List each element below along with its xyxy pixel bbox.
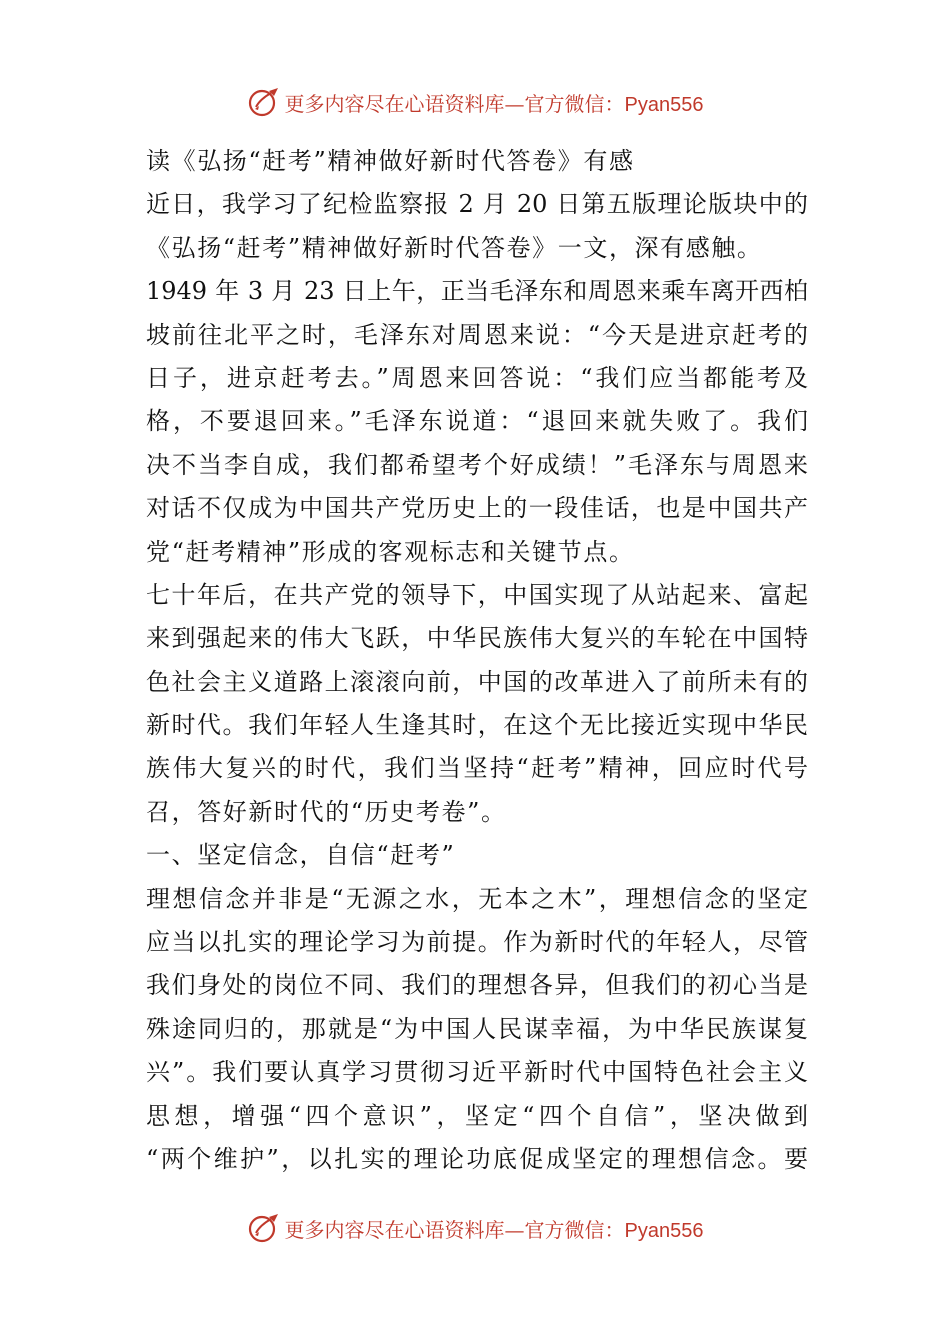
header-wechat-id: Pyan556	[624, 93, 704, 116]
text-line: 1949 年 3 月 23 日上午，正当毛泽东和周恩来乘车离开西柏	[146, 277, 808, 306]
text-line: 日子，进京赶考去。”周恩来回答说：“我们应当都能考及	[146, 363, 808, 392]
text-line: 《弘扬“赶考”精神做好新时代答卷》一文，深有感触。	[146, 233, 763, 262]
text-line: 格，不要退回来。”毛泽东说道：“退回来就失败了。我们	[146, 407, 808, 436]
footer-banner	[0, 1208, 950, 1248]
pen-logo-icon	[247, 85, 281, 119]
text-line: 决不当李自成，我们都希望考个好成绩！”毛泽东与周恩来	[146, 450, 808, 479]
header-banner	[0, 82, 950, 122]
text-line: 来到强起来的伟大飞跃，中华民族伟大复兴的车轮在中国特	[146, 624, 808, 653]
header-banner-text: 更多内容尽在心语资料库—官方微信：Pyan556	[284, 91, 704, 116]
text-line: 对话不仅成为中国共产党历史上的一段佳话，也是中国共产	[146, 494, 808, 523]
text-line: “两个维护”，以扎实的理论功底促成坚定的理想信念。要	[146, 1144, 808, 1173]
text-line: 思想，增强“四个意识”，坚定“四个自信”，坚决做到	[146, 1101, 808, 1130]
footer-wechat-id: Pyan556	[624, 1219, 704, 1242]
text-line: 党“赶考精神”形成的客观标志和关键节点。	[146, 537, 635, 566]
text-line: 近日，我学习了纪检监察报 2 月 20 日第五版理论版块中的	[146, 190, 808, 219]
text-line: 七十年后，在共产党的领导下，中国实现了从站起来、富起	[146, 580, 808, 609]
text-line: 我们身处的岗位不同、我们的理想各异，但我们的初心当是	[146, 971, 808, 1000]
text-line: 坡前往北平之时，毛泽东对周恩来说：“今天是进京赶考的	[146, 320, 808, 349]
text-line: 色社会主义道路上滚滚向前，中国的改革进入了前所未有的	[146, 667, 808, 696]
text-line: 兴”。我们要认真学习贯彻习近平新时代中国特色社会主义	[146, 1058, 808, 1087]
text-line: 新时代。我们年轻人生逢其时，在这个无比接近实现中华民	[146, 711, 808, 740]
text-line: 殊途同归的，那就是“为中国人民谋幸福，为中华民族谋复	[146, 1014, 808, 1043]
text-line: 一、坚定信念，自信“赶考”	[146, 841, 456, 870]
text-line: 理想信念并非是“无源之水，无本之木”，理想信念的坚定	[146, 884, 808, 913]
document-title: 读《弘扬“赶考”精神做好新时代答卷》有感	[146, 147, 635, 175]
document-body	[146, 140, 808, 1181]
footer-banner-text: 更多内容尽在心语资料库—官方微信：Pyan556	[284, 1217, 704, 1242]
text-line: 召，答好新时代的“历史考卷”。	[146, 797, 507, 826]
text-line: 应当以扎实的理论学习为前提。作为新时代的年轻人，尽管	[146, 928, 808, 957]
pen-logo-icon	[247, 1211, 281, 1245]
text-line: 族伟大复兴的时代，我们当坚持“赶考”精神，回应时代号	[146, 754, 808, 783]
